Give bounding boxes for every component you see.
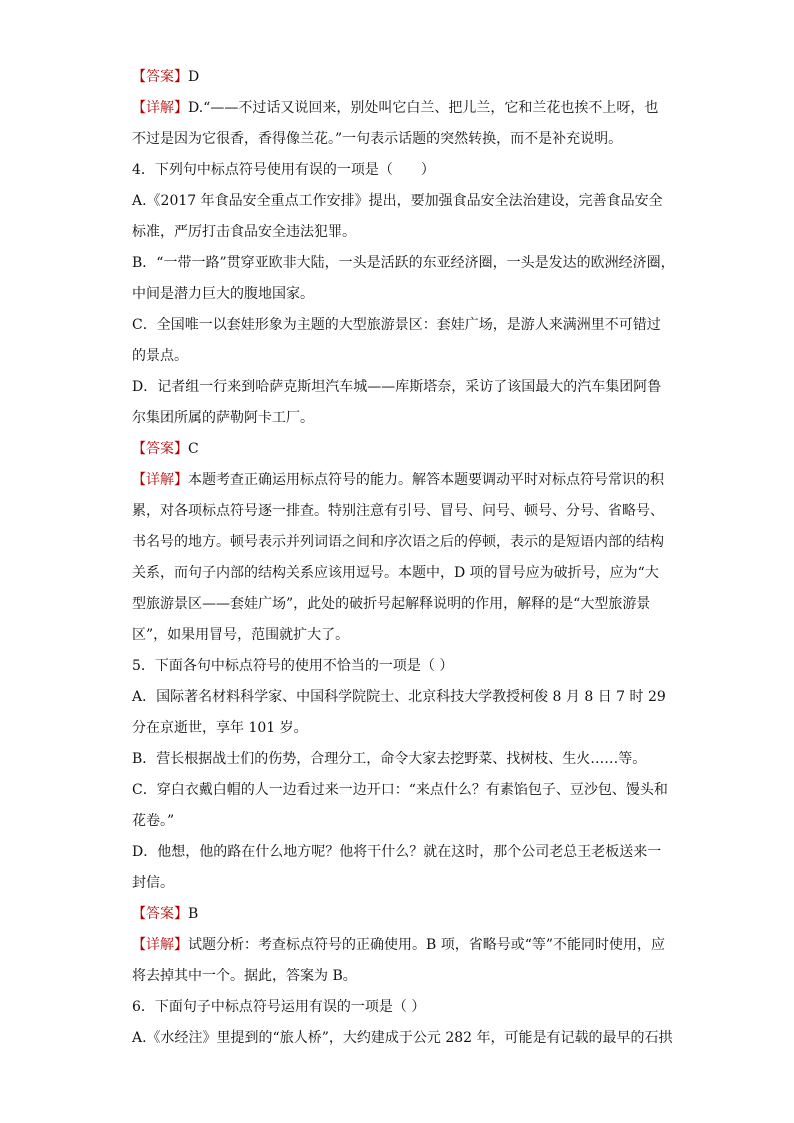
document-body	[132, 62, 675, 1054]
answer-value: C	[188, 441, 199, 457]
explanation-label: 【详解】	[132, 100, 188, 116]
text-line: 型旅游景区——套娃广场”，此处的破折号起解释说明的作用，解释的是“大型旅游景	[132, 596, 651, 612]
text-line: 的景点。	[132, 348, 188, 364]
explanation-label: 【详解】	[132, 472, 188, 488]
text-line: 封信。	[132, 875, 174, 891]
answer-label: 【答案】	[132, 906, 188, 922]
option-line: A．国际著名材料科学家、中国科学院院士、北京科技大学教授柯俊 8 月 8 日 7 时 29	[132, 689, 666, 705]
text-line: 分在京逝世，享年 101 岁。	[132, 720, 308, 736]
answer-value: D	[188, 69, 200, 85]
text-line: 尔集团所属的萨勒阿卡工厂。	[132, 410, 314, 426]
question-4: 4．下列句中标点符号使用有误的一项是（ ）	[132, 162, 435, 178]
explanation-label: 【详解】	[132, 937, 188, 953]
answer-line	[132, 62, 662, 93]
explanation-text: 试题分析：考查标点符号的正确使用。B 项，省略号或“等”不能同时使用，应	[188, 937, 666, 953]
text-line: 标准，严厉打击食品安全违法犯罪。	[132, 224, 356, 240]
explanation-text: D.“——不过话又说回来，别处叫它白兰、把儿兰，它和兰花也挨不上呀，也	[188, 100, 659, 116]
answer-line	[132, 434, 662, 465]
option-line: A.《水经注》里提到的“旅人桥”，大约建成于公元 282 年，可能是有记载的最早的石拱	[132, 1030, 673, 1046]
answer-label: 【答案】	[132, 69, 188, 85]
text-line: 关系，而句子内部的结构关系应该用逗号。本题中，D 项的冒号应为破折号，应为“大	[132, 565, 659, 581]
option-line: C．穿白衣戴白帽的人一边看过来一边开口：“来点什么？有素馅包子、豆沙包、馒头和	[132, 782, 668, 798]
option-line: D．记者组一行来到哈萨克斯坦汽车城——库斯塔奈，采访了该国最大的汽车集团阿鲁	[132, 379, 662, 395]
option-line: B．营长根据战士们的伤势，合理分工，命令大家去挖野菜、找树枝、生火……等。	[132, 751, 647, 767]
question-6: 6．下面句子中标点符号运用有误的一项是（ ）	[132, 999, 426, 1015]
explanation-text: 本题考查正确运用标点符号的能力。解答本题要调动平时对标点符号常识的积	[188, 472, 664, 488]
text-line: 累，对各项标点符号逐一排查。特别注意有引号、冒号、问号、顿号、分号、省略号、	[132, 503, 664, 519]
text-line: 区”，如果用冒号，范围就扩大了。	[132, 627, 350, 643]
text-line: 中间是潜力巨大的腹地国家。	[132, 286, 314, 302]
option-line: A.《2017 年食品安全重点工作安排》提出，要加强食品安全法治建设，完善食品安全	[132, 193, 663, 209]
text-line: 不过是因为它很香，香得像兰花。”一句表示话题的突然转换，而不是补充说明。	[132, 131, 623, 147]
answer-label: 【答案】	[132, 441, 188, 457]
text-line: 将去掉其中一个。据此，答案为 B。	[132, 968, 357, 984]
text-line: 书名号的地方。顿号表示并列词语之间和序次语之后的停顿，表示的是短语内部的结构	[132, 534, 664, 550]
option-line: D．他想，他的路在什么地方呢？他将干什么？就在这时，那个公司老总王老板送来一	[132, 844, 662, 860]
answer-line	[132, 899, 662, 930]
option-line: B．“一带一路”贯穿亚欧非大陆，一头是活跃的东亚经济圈，一头是发达的欧洲经济圈，	[132, 255, 675, 271]
option-line: C．全国唯一以套娃形象为主题的大型旅游景区：套娃广场，是游人来满洲里不可错过	[132, 317, 661, 333]
explanation-line	[132, 465, 662, 496]
answer-value: B	[188, 906, 199, 922]
question-5: 5．下面各句中标点符号的使用不恰当的一项是（ ）	[132, 658, 454, 674]
text-line: 花卷。”	[132, 813, 175, 829]
explanation-line	[132, 930, 666, 961]
explanation-line	[132, 93, 662, 124]
